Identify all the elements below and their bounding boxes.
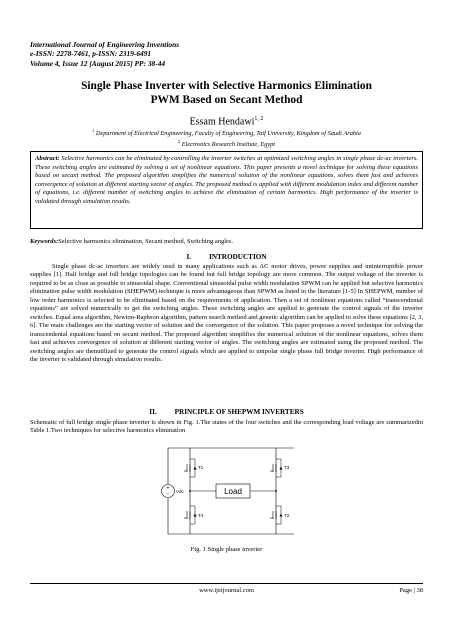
junction-right — [275, 490, 277, 492]
abstract-box — [30, 151, 423, 229]
page-number: Page | 38 — [399, 587, 423, 594]
keywords-label: Keywords: — [30, 238, 59, 245]
section-1-paragraph: Single phase dc-ac inverters are widely used in many applications such as AC motor drives, power supplies and uninterruptible power supplies [1]. Half bridge and full bridge topologies can be found but full bridge topology are more common. The output voltage of the inverter is required to be as close as possible to sinusoidal shape. Conventional sinusoidal pulse width modulation SPWM can be applied but selective harmonics elimination pulse width modulation (SHEPWM) technique is more advantageous than SPWM as listed in the literature [1-5] In SHEPWM, number of low order harmonics is selected to be eliminated based on the requirements of application. Then a set of nonlinear equations called “transcendental equations” are solved numerically to get the switching angles. These switching angles are applied to generate the control signals of the inverter switches. Equal area algorithm, Newton-Raphson algorithm, pattern search method and genetic algorithm can be applied to solve these equations [2, 3, 6]. The main challenges are the starting vector of solution and the convergence of the solution. This paper proposes a novel technique for solving the transcendental equations based on secant method. The proposed algorithm simplifies the numerical solution of the nonlinear equations, solves them fast and achieves convergence of solution at different starting vector of angles. The switching angles are estimated using the proposed method. The switching angles are thenutilized to generate the control signals which are applied to unipolar single phase full bridge inverter. High performance of the inverter is validated through simulation results. — [30, 263, 423, 363]
load-label: Load — [224, 487, 242, 496]
inverter-schematic — [158, 440, 308, 542]
keywords-text: Selective harmonics elimination, Secant method, Switching angles. — [58, 238, 234, 245]
affiliation-2 — [30, 138, 423, 149]
section-2-heading: II. PRINCIPLE OF SHEPWM INVERTERS — [149, 408, 304, 416]
svg-text:+: + — [166, 485, 170, 492]
affiliation-2-text: Electronics Research Institute, Egypt — [181, 141, 276, 149]
switch-t3-icon — [270, 459, 284, 477]
journal-volume: Volume 4, Issue 12 [August 2015] PP: 38-44 — [30, 58, 166, 68]
section-1-heading: I. INTRODUCTION — [186, 253, 267, 261]
dc-source-icon — [162, 485, 175, 498]
t2-label: T2 — [284, 513, 290, 518]
vdc-label: Vdc — [176, 489, 184, 494]
affiliation-1-sup: 1 — [92, 128, 95, 133]
author-superscript: 1, 2 — [254, 116, 264, 122]
figure-caption: Fig. 1 Single phase inverter — [190, 546, 263, 553]
abstract-text: Selective harmonics can be eliminated by controlling the inverter switches at optimized switching angles in single phase dc-ac inverters. These switching angles are estimated by solving a set of nonlinear equations. This paper presents a novel technique for solving these equations based on secant method. The proposed algorithm simplifies the numerical solution of the nonlinear equations, solves them fast and achieves convergence of solution at different starting vector of angles. The proposed method is applied with different modulation index and different number of equations, i.e. different number of switching angles to achieve the elimination of certain harmonics. High performance of the inverter is validated through simulation results. — [35, 155, 419, 205]
switch-t1-icon — [184, 459, 198, 477]
keywords — [30, 238, 423, 246]
journal-issn: e-ISSN: 2278-7461, p-ISSN: 2319-6491 — [30, 49, 152, 59]
junction-left — [189, 490, 191, 492]
affiliation-2-sup: 2 — [177, 139, 181, 145]
footer-url: www.ijeijournal.com — [199, 587, 254, 594]
author-name: Essam Hendawi — [189, 116, 255, 128]
t1-label: T1 — [198, 465, 204, 470]
journal-header — [30, 40, 330, 68]
section-2-paragraph: Schematic of full bridge single phase inverter is shown in Fig. 1.The states of the four switches and the corresponding load voltage are summarizedin Table 1.Two techniques for selective harmonics elimination — [30, 419, 423, 435]
affiliation-1-text: Department of Electrical Engineering, Faculty of Engineering, Taif University, Kingdom of Saudi Arabia — [95, 130, 361, 138]
switch-t2-icon — [270, 506, 284, 524]
affiliations — [30, 127, 423, 149]
switch-t4-icon — [184, 506, 198, 524]
svg-text:−: − — [166, 491, 170, 498]
journal-name: International Journal of Engineering Inventions — [30, 40, 180, 49]
paper-title — [30, 79, 423, 107]
section-2-body — [30, 419, 423, 436]
t3-label: T3 — [284, 465, 290, 470]
section-1-body — [30, 263, 423, 364]
footer-divider — [30, 583, 423, 584]
affiliation-1 — [30, 127, 423, 138]
title-line-1: Single Phase Inverter with Selective Harmonics Elimination — [81, 80, 372, 92]
abstract-label: Abstract: — [35, 155, 60, 162]
t4-label: T4 — [198, 513, 204, 518]
title-line-2: PWM Based on Secant Method — [150, 94, 303, 106]
